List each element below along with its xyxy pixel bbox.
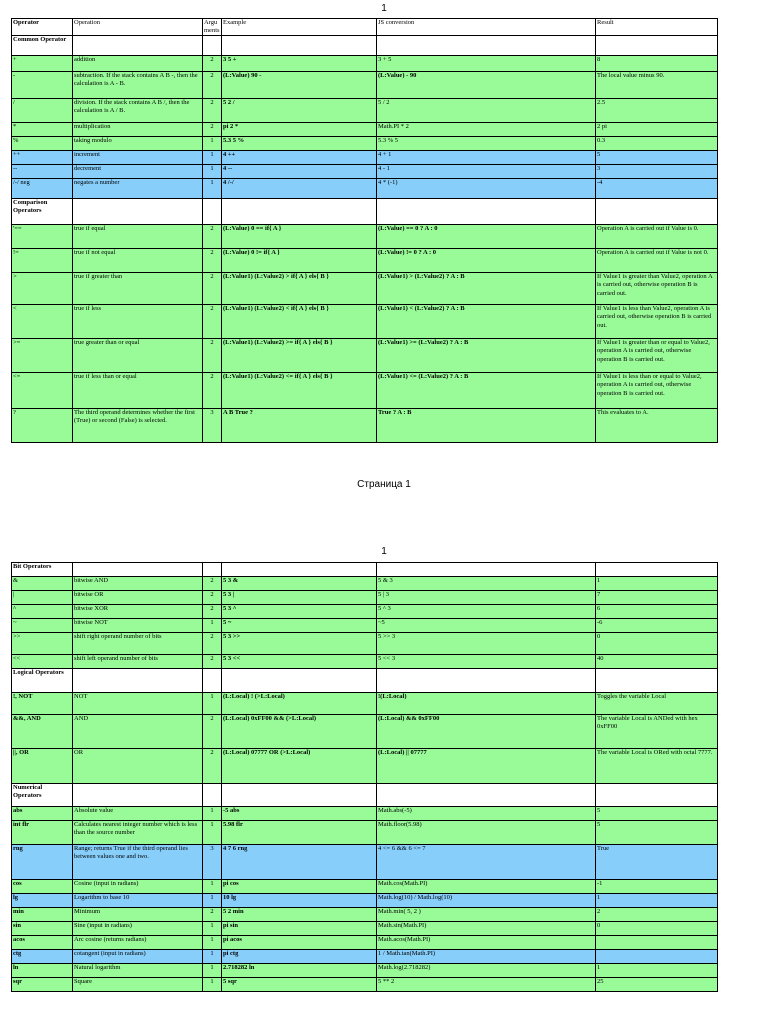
operator-cell: >= [12, 339, 73, 373]
table-header-row [12, 19, 718, 36]
table-row [12, 693, 718, 715]
js-conversion-cell: !(L:Local) [377, 693, 596, 715]
example-cell: 5 2 / [222, 99, 377, 123]
operation-cell: taking modulo [73, 137, 203, 151]
example-cell: (L:Value) 0 != if{ A } [222, 249, 377, 273]
operator-cell: > [12, 273, 73, 305]
arguments-cell: 1 [203, 964, 222, 978]
operation-cell: shift right operand number of bits [73, 633, 203, 655]
result-cell: 0 [596, 633, 718, 655]
table-row [12, 845, 718, 880]
arguments-cell: 1 [203, 619, 222, 633]
table-row [12, 807, 718, 821]
result-cell: 5 [596, 807, 718, 821]
header-operation: Operation [73, 19, 203, 36]
table-row [12, 373, 718, 409]
js-conversion-cell: Math.log(10) / Math.log(10) [377, 894, 596, 908]
arguments-cell: 1 [203, 922, 222, 936]
operator-cell: != [12, 249, 73, 273]
example-cell: (L:Value1) (L:Value2) >= if{ A } els{ B } [222, 339, 377, 373]
operation-cell: Minimum [73, 908, 203, 922]
table-row [12, 880, 718, 894]
result-cell: Operation A is carried out if Value is 0. [596, 225, 718, 249]
js-conversion-cell [377, 36, 596, 56]
arguments-cell: 2 [203, 99, 222, 123]
table-row [12, 123, 718, 137]
result-cell: If Value1 is greater than Value2, operation A is carried out, otherwise operation B is carried out. [596, 273, 718, 305]
table-row [12, 99, 718, 123]
js-conversion-cell: 5 | 3 [377, 591, 596, 605]
js-conversion-cell: (L:Value1) < (L:Value2) ? A : B [377, 305, 596, 339]
result-cell [596, 36, 718, 56]
operation-cell: multiplication [73, 123, 203, 137]
operator-cell: ? [12, 409, 73, 443]
example-cell: 2.718282 ln [222, 964, 377, 978]
arguments-cell: 2 [203, 339, 222, 373]
table-row [12, 964, 718, 978]
section-header-row [12, 669, 718, 693]
arguments-cell: 2 [203, 249, 222, 273]
arguments-cell: 1 [203, 137, 222, 151]
operator-cell: -- [12, 165, 73, 179]
table-row [12, 908, 718, 922]
result-cell [596, 936, 718, 950]
operation-cell: AND [73, 715, 203, 749]
operation-cell: negates a number [73, 179, 203, 199]
arguments-cell [203, 669, 222, 693]
operation-cell: true if greater than [73, 273, 203, 305]
js-conversion-cell: 3 + 5 [377, 56, 596, 72]
table-row [12, 179, 718, 199]
result-cell: 5 [596, 151, 718, 165]
js-conversion-cell: 5 << 3 [377, 655, 596, 669]
table-row [12, 56, 718, 72]
js-conversion-cell: 5 ** 2 [377, 978, 596, 992]
operator-cell: sqr [12, 978, 73, 992]
result-cell: 6 [596, 605, 718, 619]
js-conversion-cell: 5 & 3 [377, 577, 596, 591]
operation-cell: Cosine (input in radians) [73, 880, 203, 894]
table-row [12, 591, 718, 605]
operator-cell: < [12, 305, 73, 339]
result-cell: True [596, 845, 718, 880]
arguments-cell: 2 [203, 715, 222, 749]
operation-cell: addition [73, 56, 203, 72]
js-conversion-cell: (L:Local) || 07777 [377, 749, 596, 784]
operators-table-page2 [11, 562, 718, 992]
arguments-cell: 2 [203, 749, 222, 784]
operation-cell [73, 784, 203, 807]
result-cell: Toggles the variable Local [596, 693, 718, 715]
page-footer-label: Страница 1 [357, 479, 411, 490]
operator-cell: % [12, 137, 73, 151]
arguments-cell: 2 [203, 123, 222, 137]
table-row [12, 249, 718, 273]
table-row [12, 151, 718, 165]
js-conversion-cell: 5 ^ 3 [377, 605, 596, 619]
arguments-cell: 2 [203, 56, 222, 72]
operator-cell: + [12, 56, 73, 72]
js-conversion-cell: Math.acos(Math.PI) [377, 936, 596, 950]
table-row [12, 577, 718, 591]
example-cell: 5.3 5 % [222, 137, 377, 151]
arguments-cell: 1 [203, 165, 222, 179]
arguments-cell: 2 [203, 225, 222, 249]
table-row [12, 605, 718, 619]
table-row [12, 633, 718, 655]
js-conversion-cell: True ? A : B [377, 409, 596, 443]
operator-cell: / [12, 99, 73, 123]
result-cell: The variable Local is ORed with octal 7777. [596, 749, 718, 784]
example-cell [222, 563, 377, 577]
operation-cell: The third operand determines whether the first (True) or second (False) is selected. [73, 409, 203, 443]
result-cell [596, 563, 718, 577]
js-conversion-cell [377, 199, 596, 225]
arguments-cell [203, 784, 222, 807]
operator-cell: Numerical Operators [12, 784, 73, 807]
operator-cell: '== [12, 225, 73, 249]
operation-cell: true if less than or equal [73, 373, 203, 409]
example-cell: (L:Local) 07777 OR (>L:Local) [222, 749, 377, 784]
result-cell [596, 950, 718, 964]
result-cell: 1 [596, 964, 718, 978]
js-conversion-cell: Math.cos(Math.PI) [377, 880, 596, 894]
js-conversion-cell: (L:Value) - 90 [377, 72, 596, 99]
example-cell: (L:Value1) (L:Value2) <= if{ A } els{ B } [222, 373, 377, 409]
operator-cell: & [12, 577, 73, 591]
table-row [12, 165, 718, 179]
operation-cell: cotangent (input in radians) [73, 950, 203, 964]
operator-cell: ~ [12, 619, 73, 633]
result-cell: 1 [596, 577, 718, 591]
js-conversion-cell: Math.log(2.718282) [377, 964, 596, 978]
arguments-cell: 2 [203, 605, 222, 619]
example-cell: 5 3 | [222, 591, 377, 605]
header-arguments: Argu ments [204, 19, 220, 35]
table-row [12, 225, 718, 249]
example-cell: 5 3 & [222, 577, 377, 591]
operation-cell [73, 36, 203, 56]
example-cell: 4 -- [222, 165, 377, 179]
header-example: Example [222, 19, 377, 36]
table-row [12, 936, 718, 950]
example-cell: 4 /-/ [222, 179, 377, 199]
operation-cell: bitwise NOT [73, 619, 203, 633]
result-cell: 2 [596, 908, 718, 922]
arguments-cell [203, 199, 222, 225]
operation-cell: Logarithm to base 10 [73, 894, 203, 908]
result-cell: If Value1 is greater than or equal to Value2, operation A is carried out, otherwise operation B is carried out. [596, 339, 718, 373]
example-cell: 5 ~ [222, 619, 377, 633]
arguments-cell: 1 [203, 151, 222, 165]
result-cell: 3 [596, 165, 718, 179]
operator-cell: !, NOT [12, 693, 73, 715]
operator-cell: << [12, 655, 73, 669]
result-cell: If Value1 is less than Value2, operation A is carried out, otherwise operation B is carried out. [596, 305, 718, 339]
arguments-cell: 2 [203, 633, 222, 655]
table-row [12, 409, 718, 443]
example-cell: 4 7 6 rng [222, 845, 377, 880]
result-cell [596, 784, 718, 807]
operation-cell: Natural logarithm [73, 964, 203, 978]
operator-cell: | [12, 591, 73, 605]
operation-cell: bitwise XOR [73, 605, 203, 619]
example-cell: pi 2 * [222, 123, 377, 137]
example-cell: 10 lg [222, 894, 377, 908]
page-number-top: 1 [381, 3, 387, 14]
operator-cell: ctg [12, 950, 73, 964]
example-cell: 5 3 << [222, 655, 377, 669]
operation-cell: decrement [73, 165, 203, 179]
table-row [12, 305, 718, 339]
table-row [12, 821, 718, 845]
operators-table-page1 [11, 18, 718, 443]
operator-cell: rng [12, 845, 73, 880]
operation-cell: OR [73, 749, 203, 784]
table-row [12, 749, 718, 784]
example-cell: pi cos [222, 880, 377, 894]
result-cell: 40 [596, 655, 718, 669]
js-conversion-cell: (L:Local) && 0xFF00 [377, 715, 596, 749]
js-conversion-cell: Math.abs(-5) [377, 807, 596, 821]
js-conversion-cell: 5 / 2 [377, 99, 596, 123]
operator-cell: ^ [12, 605, 73, 619]
example-cell: 5 3 >> [222, 633, 377, 655]
operation-cell: NOT [73, 693, 203, 715]
example-cell: (L:Value) 90 - [222, 72, 377, 99]
js-conversion-cell: 4 + 1 [377, 151, 596, 165]
arguments-cell: 2 [203, 908, 222, 922]
js-conversion-cell [377, 784, 596, 807]
example-cell [222, 199, 377, 225]
result-cell: -1 [596, 880, 718, 894]
js-conversion-cell [377, 669, 596, 693]
operator-cell: cos [12, 880, 73, 894]
operator-cell: sin [12, 922, 73, 936]
operator-cell: min [12, 908, 73, 922]
example-cell: A B True ? [222, 409, 377, 443]
operator-cell: &&, AND [12, 715, 73, 749]
operation-cell: true if not equal [73, 249, 203, 273]
js-conversion-cell: ~5 [377, 619, 596, 633]
example-cell: 5 2 min [222, 908, 377, 922]
operation-cell: true greater than or equal [73, 339, 203, 373]
operator-cell: abs [12, 807, 73, 821]
table-row [12, 137, 718, 151]
table-row [12, 978, 718, 992]
section-header-row [12, 563, 718, 577]
operation-cell [73, 563, 203, 577]
example-cell [222, 784, 377, 807]
section-header-row [12, 36, 718, 56]
operation-cell [73, 199, 203, 225]
js-conversion-cell: Math.floor(5.98) [377, 821, 596, 845]
operator-cell: <= [12, 373, 73, 409]
operation-cell: Sine (input in radians) [73, 922, 203, 936]
table-row [12, 894, 718, 908]
section-header-row [12, 784, 718, 807]
result-cell: 0 [596, 922, 718, 936]
js-conversion-cell: Math.sin(Math.PI) [377, 922, 596, 936]
example-cell: (L:Local) ! (>L:Local) [222, 693, 377, 715]
result-cell [596, 199, 718, 225]
operator-cell: * [12, 123, 73, 137]
operation-cell: subtraction. If the stack contains A B -, then the calculation is A - B. [73, 72, 203, 99]
table-row [12, 72, 718, 99]
operation-cell [73, 669, 203, 693]
arguments-cell: 2 [203, 72, 222, 99]
js-conversion-cell: Math.min( 5, 2 ) [377, 908, 596, 922]
operator-cell: ++ [12, 151, 73, 165]
arguments-cell: 2 [203, 373, 222, 409]
operator-cell: ln [12, 964, 73, 978]
js-conversion-cell: 5 >> 3 [377, 633, 596, 655]
result-cell: 25 [596, 978, 718, 992]
arguments-cell: 3 [203, 409, 222, 443]
result-cell: If Value1 is less than or equal to Value2, operation A is carried out, otherwise operation B is carried out. [596, 373, 718, 409]
arguments-cell: 1 [203, 821, 222, 845]
arguments-cell [203, 563, 222, 577]
result-cell: 0.3 [596, 137, 718, 151]
operator-cell: int flr [12, 821, 73, 845]
arguments-cell: 1 [203, 807, 222, 821]
result-cell: This evaluates to A. [596, 409, 718, 443]
table-row [12, 273, 718, 305]
js-conversion-cell: Math.PI * 2 [377, 123, 596, 137]
operation-cell: division. If the stack contains A B /, then the calculation is A / B. [73, 99, 203, 123]
arguments-cell: 1 [203, 978, 222, 992]
result-cell: -4 [596, 179, 718, 199]
operation-cell: bitwise AND [73, 577, 203, 591]
table-row [12, 922, 718, 936]
example-cell: 5.98 flr [222, 821, 377, 845]
arguments-cell: 1 [203, 880, 222, 894]
operation-cell: true if less [73, 305, 203, 339]
operation-cell: bitwise OR [73, 591, 203, 605]
arguments-cell: 1 [203, 936, 222, 950]
example-cell: (L:Local) 0xFF00 && (>L:Local) [222, 715, 377, 749]
arguments-cell: 2 [203, 273, 222, 305]
result-cell: 5 [596, 821, 718, 845]
js-conversion-cell: (L:Value1) > (L:Value2) ? A : B [377, 273, 596, 305]
arguments-cell: 1 [203, 894, 222, 908]
example-cell [222, 669, 377, 693]
example-cell: 4 ++ [222, 151, 377, 165]
section-header-row [12, 199, 718, 225]
operator-cell: lg [12, 894, 73, 908]
arguments-cell: 2 [203, 591, 222, 605]
result-cell: Operation A is carried out if Value is not 0. [596, 249, 718, 273]
result-cell: 1 [596, 894, 718, 908]
operation-cell: Square [73, 978, 203, 992]
operator-cell: Bit Operators [12, 563, 73, 577]
arguments-cell: 1 [203, 693, 222, 715]
operation-cell: shift left operand number of bits [73, 655, 203, 669]
js-conversion-cell: (L:Value1) >= (L:Value2) ? A : B [377, 339, 596, 373]
arguments-cell: 2 [203, 655, 222, 669]
js-conversion-cell: 1 / Math.tan(Math.PI) [377, 950, 596, 964]
operation-cell: true if equal [73, 225, 203, 249]
result-cell: The local value minus 90. [596, 72, 718, 99]
result-cell: 8 [596, 56, 718, 72]
operator-cell: ||, OR [12, 749, 73, 784]
example-cell [222, 36, 377, 56]
result-cell: 2 pi [596, 123, 718, 137]
js-conversion-cell: 4 <= 6 && 6 <= 7 [377, 845, 596, 880]
operation-cell: Arc cosine (returns radians) [73, 936, 203, 950]
js-conversion-cell [377, 563, 596, 577]
example-cell: -5 abs [222, 807, 377, 821]
header-operator: Operator [12, 19, 73, 36]
operation-cell: Absolute value [73, 807, 203, 821]
arguments-cell: 1 [203, 950, 222, 964]
operation-cell: Range; returns True if the third operand lies between values one and two. [73, 845, 203, 880]
header-result: Result [596, 19, 718, 36]
js-conversion-cell: 4 - 1 [377, 165, 596, 179]
operator-cell: acos [12, 936, 73, 950]
arguments-cell: 1 [203, 179, 222, 199]
arguments-cell: 2 [203, 577, 222, 591]
page-number-second: 1 [381, 546, 387, 557]
arguments-cell: 3 [203, 845, 222, 880]
result-cell: 2.5 [596, 99, 718, 123]
js-conversion-cell: 5.3 % 5 [377, 137, 596, 151]
js-conversion-cell: 4 * (-1) [377, 179, 596, 199]
operation-cell: Calculates nearest integer number which is less than the source number [73, 821, 203, 845]
example-cell: pi acos [222, 936, 377, 950]
arguments-cell [203, 36, 222, 56]
example-cell: (L:Value) 0 == if{ A } [222, 225, 377, 249]
example-cell: (L:Value1) (L:Value2) < if{ A } els{ B } [222, 305, 377, 339]
table-row [12, 339, 718, 373]
example-cell: pi sin [222, 922, 377, 936]
js-conversion-cell: (L:Value) == 0 ? A : 0 [377, 225, 596, 249]
js-conversion-cell: (L:Value) != 0 ? A : 0 [377, 249, 596, 273]
operator-cell: - [12, 72, 73, 99]
result-cell [596, 669, 718, 693]
example-cell: 5 sqr [222, 978, 377, 992]
example-cell: 3 5 + [222, 56, 377, 72]
table-row [12, 715, 718, 749]
example-cell: pi ctg [222, 950, 377, 964]
example-cell: 5 3 ^ [222, 605, 377, 619]
operator-cell: /-/ neg [12, 179, 73, 199]
result-cell: -6 [596, 619, 718, 633]
table-row [12, 950, 718, 964]
table-row [12, 619, 718, 633]
header-js-conversion: JS conversion [377, 19, 596, 36]
operator-cell: Common Operator [12, 36, 73, 56]
operator-cell: >> [12, 633, 73, 655]
example-cell: (L:Value1) (L:Value2) > if{ A } els{ B } [222, 273, 377, 305]
table-row [12, 655, 718, 669]
operation-cell: increment [73, 151, 203, 165]
js-conversion-cell: (L:Value1) <= (L:Value2) ? A : B [377, 373, 596, 409]
result-cell: 7 [596, 591, 718, 605]
result-cell: The variable Local is ANDed with hex 0xFF00 [596, 715, 718, 749]
operator-cell: Logical Operators [12, 669, 73, 693]
arguments-cell: 2 [203, 305, 222, 339]
operator-cell: Comparison Operators [12, 199, 73, 225]
